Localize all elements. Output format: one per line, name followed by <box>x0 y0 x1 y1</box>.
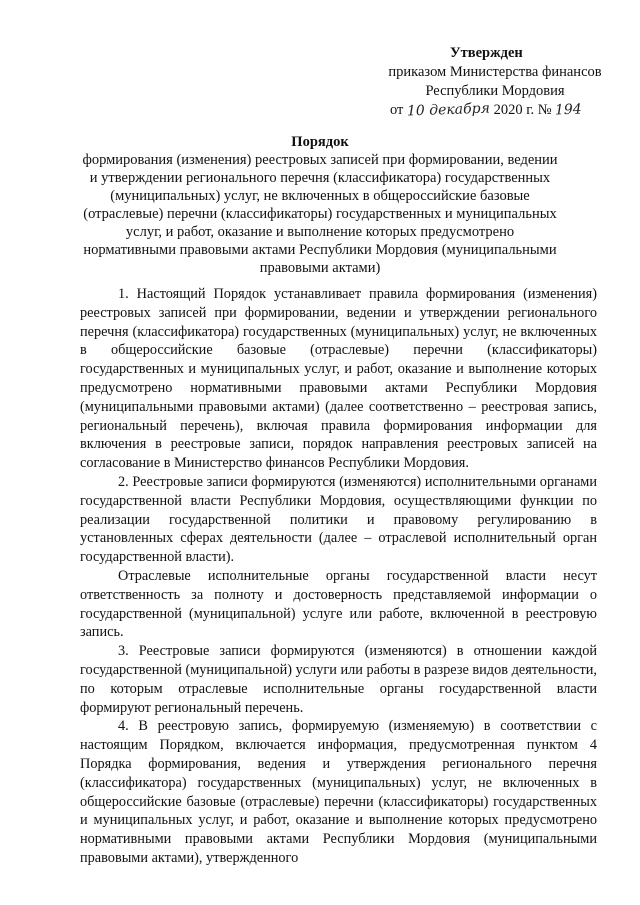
paragraph: 2. Реестровые записи формируются (изменяются) исполнительными органами государственной власти Республики Мордовия, осуществляющими функции по реализации государственной политики и правовому регулированию в установленных сферах деятельности (далее – отраслевой исполнительный орган государственной власти). <box>80 473 597 566</box>
year-number-label: 2020 г. № <box>493 102 552 118</box>
approval-date-line <box>360 101 630 120</box>
paragraph: 4. В реестровую запись, формируемую (изменяемую) в соответствии с настоящим Порядком, включается информация, предусмотренная пунктом 4 Порядка формирования, ведения и утверждения регионального перечня (классификатора) государственных (муниципальных) услуг, не включенных в общероссийские базовые (отраслевые) перечни (классификаторы) государственных и муниципальных услуг, и работ, оказание и выполнение которых предусмотрено нормативными правовыми актами Республики Мордовия (муниципальными правовыми актами), утвержденного <box>80 718 597 866</box>
handwritten-number: 194 <box>554 101 583 119</box>
order-heading: Порядок <box>291 134 349 150</box>
handwritten-date: 10 декабря <box>406 100 491 120</box>
document-body <box>80 285 597 868</box>
paragraph: 3. Реестровые записи формируются (изменяются) в отношении каждой государственной (муниципальной) услуги или работы в разрезе видов деятельности, по которым отраслевые исполнительные органы государственной власти формируют региональный перечень. <box>80 643 597 716</box>
order-title-block <box>80 133 560 277</box>
approval-line-ministry: приказом Министерства финансов <box>388 64 602 80</box>
paragraph: 1. Настоящий Порядок устанавливает правила формирования (изменения) реестровых записей при формировании, ведении и утверждении регионального перечня (классификатора) государственных (муниципальных) услуг, не включенных в общероссийские базовые (отраслевые) перечни (классификаторы) государственных и муниципальных услуг, и работ, оказание и выполнение которых предусмотрено нормативными правовыми актами Республики Мордовия (муниципальными правовыми актами) (далее соответственно – реестровая запись, региональный перечень), включая правила формирования информации для включения в реестровые записи, порядок направления реестровых записей на согласование в Министерство финансов Республики Мордовия. <box>80 286 597 472</box>
approval-title: Утвержден <box>450 45 523 61</box>
order-subtitle: формирования (изменения) реестровых записей при формировании, ведении и утверждении регионального перечня (классификатора) государственных (муниципальных) услуг, не включенных в общероссийские базовые (отраслевые) перечни (классификаторы) государственных и муниципальных услуг, и работ, оказание и выполнение которых предусмотрено нормативными правовыми актами Республики Мордовия (муниципальными правовыми актами) <box>82 152 558 276</box>
approval-line-republic: Республики Мордовия <box>425 83 565 99</box>
date-prefix: от <box>390 102 404 118</box>
approval-stamp-block <box>360 44 630 120</box>
paragraph: Отраслевые исполнительные органы государственной власти несут ответственность за полноту и достоверность представляемой информации о государственной (муниципальной) услуге или работе, включенной в реестровую запись. <box>80 567 597 641</box>
